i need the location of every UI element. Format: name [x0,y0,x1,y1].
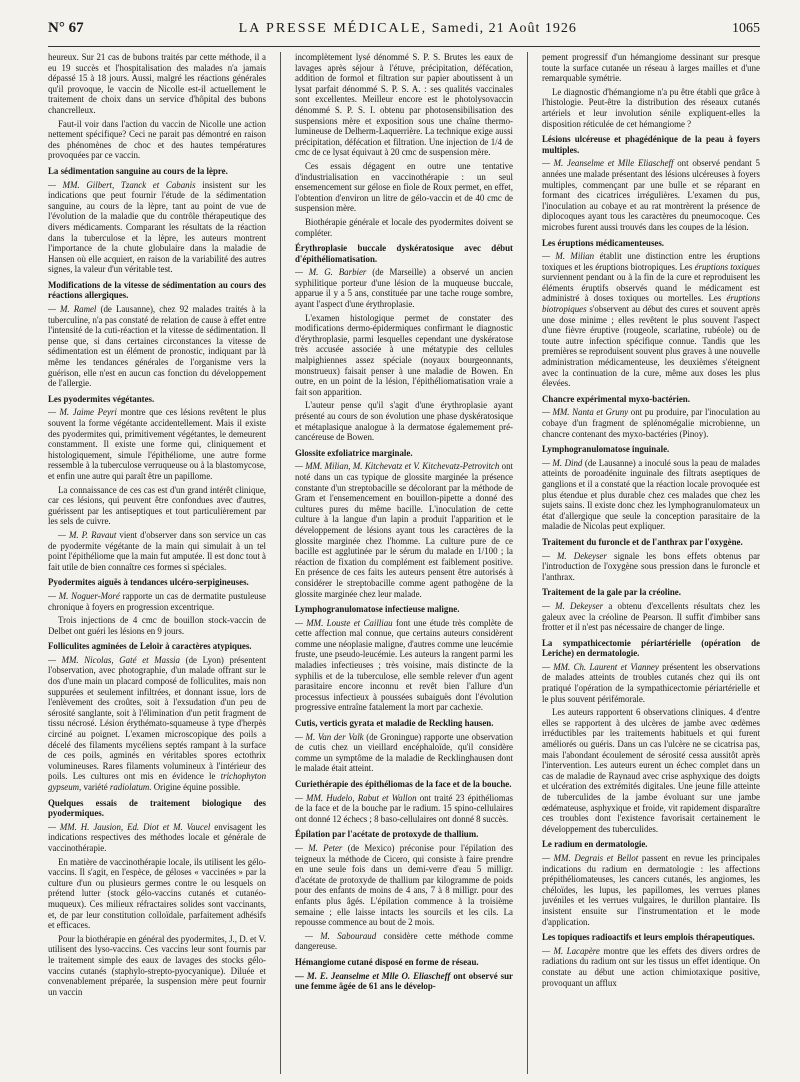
author-names: — M. Milian [542,251,595,262]
column-1 [48,52,266,1074]
section-heading: Glossite exfoliatrice marginale. [295,447,413,458]
section-body: — M. Dind (de Lausanne) a inoculé sous la peau de malades atteints de poroadénite inguinale des filtrats aseptiques de ganglions et il a constaté que la réaction locale provoquée est plus étendue et plus durable chez ces malades que chez les sujets sains. Il existe donc chez les lymphogranulomateux un état d'allergique que seule la conception parasitaire de la maladie de Nicolas peut expliquer. [542,457,760,532]
paragraph: Pour la biothérapie en général des pyodermites, J., D. et V. utilisent des lyso-vaccins. Ces vaccins leur sont fournis par le traitement simple des eaux de lavages des stocks gélo-vaccins cutanés (staphylo-strepto-pyocyanique). Diluée et convenablement préparée, la suspension mère peut fournir un vaccin [48,933,266,997]
section-heading: Lymphogranulomatose inguinale. [542,444,670,455]
issue-date: Samedi, 21 Août 1926 [431,21,577,36]
paragraph: La connaissance de ces cas est d'un grand intérêt clinique, car ces lésions, qui peuvent être confondues avec d'autres, guérissent par les antiseptiques et tout particulièrement par les sels de cuivre. [48,484,266,527]
paragraph: — M. P. Ravaut vient d'observer dans son service un cas de pyodermite végétante de la main qui simulait à un tel point l'épithéliome que la main fut amputée. Il est donc tout à fait utile de bien connaître ces formes si spéciales. [48,529,266,572]
section-body: — M. Dekeyser signale les bons effets obtenus par l'introduction de l'oxygène sous pression dans le furoncle et l'anthrax. [542,550,760,582]
section-heading: Curiethérapie des épithéliomas de la face et de la bouche. [295,779,512,789]
author-names: — M. Van der Valk [295,731,364,742]
section-body: — MM. Louste et Cailliau font une étude très complète de cette affection mal connue, que certains auteurs considèrent comme une néoplasie maligne, d'autres comme une leucémie fruste, une pseudo-leucémie. Les auteurs la rangent parmi les maladies infectieuses ; très voisine, mais distincte de la syphilis et de la tuberculose, elle semble relever d'un agent parasitaire encore inconnu et revêt bien l'allure d'un processus infectieux à poussées subaiguës dont l'évolution progressive entraîne fatalement la mort par cachexie. [295,617,513,713]
section-body: — MM. Degrais et Bellot passent en revue les principales indications du radium en dermatologie : les affections prépithéliomateuses, les cancers cutanés, les angiomes, les chéloïdes, les lupus, les papillomes, les verrues planes juvéniles et les verrues vulgaires, le durillon plantaire. Ils insistent ensuite sur l'instrumentation et le mode d'application. [542,852,760,927]
section-heading: La sympathicectomie périartérielle (opération de Leriche) en dermatologie. [542,637,760,659]
section-heading: Folliculites agminées de Leloir à caractères atypiques. [48,641,252,652]
author-names: — MM. Degrais et Bellot [542,852,639,863]
column-divider [280,52,281,1074]
section-body: — M. Dekeyser a obtenu d'excellents résultats chez les galeux avec la créoline de Pearson. Il suffit d'imbiber sans frotter et il n'est pas nécessaire de changer de linge. [542,600,760,633]
author-names: — M. Lacapère [542,945,600,956]
section-heading: La sédimentation sanguine au cours de la lèpre. [48,165,228,176]
header-rule [48,46,760,47]
journal-name: LA PRESSE MÉDICALE, [238,21,428,36]
section-heading: Modifications de la vitesse de sédimentation au cours des réactions allergiques. [48,279,266,301]
section-heading: Lésions ulcéreuse et phagédénique de la peau à foyers multiples. [542,134,760,155]
journal-title [239,21,577,37]
section-body: — MM. Nicolas, Gaté et Massia (de Lyon) présentent l'observation, avec photographie, d'un malade offrant sur le dos d'une main un placard composé de folliculites, mais non suppurées et seulement infiltrées, et donnant issue, lors de l'enlèvement des croûtes, soit à l'exsudation d'un peu de sérosité sanglante, soit à l'élimination d'un petit fragment de tissu nécrosé. Lésion érythémato-squameuse à type d'herpès circiné au poignet. L'examen microscopique des poils a décelé des filaments mycéliens septés rampant à la surface de ces poils, agminés en véritables spores ectothrix volumineuses. Rares filaments volumineux à l'intérieur des poils. Les cultures ont mis en évidence le trichophyton gypseum, variété radiolatum. Origine équine possible. [48,654,266,792]
author-names: — MM. Gilbert, Tzanck et Cabanis [48,179,196,190]
paragraph: L'auteur pense qu'il s'agit d'une érythroplasie ayant présenté au cours de son évolution une phase dyskératosique et métaplasique analogue à la dermatose égalemement pré-cancéreuse de Bowen. [295,400,513,443]
author-names: — M. Peter [295,842,343,853]
author-names: — M. E. Jeanselme et Mlle O. Eliascheff [295,970,451,981]
paragraph: Faut-il voir dans l'action du vaccin de Nicolle une action nettement spécifique? Ceci ne parait pas démontré en raison des phénomènes de choc et des hautes températures provoquées par ce vaccin. [48,118,266,161]
section-body: — M. Milian établit une distinction entre les éruptions toxiques et les éruptions biotropiques. Les éruptions toxiques surviennent pendant ou à la fin de la cure et reproduisent les éléments éruptifs observés quand le médicament est administré à doses toxiques ou mortelles. Les éruptions biotropiques s'observent au début des cures et souvent après une dose minime ; elles revêtent le plus souvent l'aspect d'une fièvre éruptive (rougeole, scarlatine, rubéole) ou de toute autre infection spécifique connue. Tandis que les premières se reproduisent souvent plus graves à une nouvelle administration médicamenteuse, les deuxièmes s'éteignent avec la continuation de la cure, même aux doses les plus élevées. [542,251,760,389]
section-body: — MM. Nanta et Gruny ont pu produire, par l'inoculation au cobaye d'un fragment de splénomégalie microbienne, un chancre contenant des myxo-bactéries (Pinoy). [542,407,760,439]
paragraph: — M. Sabouraud considère cette méthode comme dangereuse. [295,930,513,952]
author-names: — MM. Nanta et Gruny [542,407,629,418]
section-heading: Le radium en dermatologie. [542,839,648,850]
section-body: — M. Lacapère montre que les effets des divers ordres de radiations du radium ont sur les tissus un effet identique. On constate au début une action chimiotaxique positive, provoquant un afflux [542,945,760,988]
section-body: — M. Jaime Peyri montre que ces lésions revêtent le plus souvent la forme végétante accidentellement. Mais il existe des pyodermites qui, primitivement végétantes, le demeurent constamment. Il existe une forme qui, cliniquement et histologiquement, simule l'épithéliome, une autre forme ressemble à la tuberculose verruqueuse ou à la blastomycose, et enfin une autre qui paraît être un papillome. [48,407,266,481]
column-2 [295,52,513,1074]
section-heading: Pyodermites aiguës à tendances ulcéro-serpigineuses. [48,577,249,588]
author-names: — MM. Ch. Laurent et Vianney [542,661,659,672]
author-names: — M. G. Barbier [295,267,367,278]
issue-number: N° 67 [48,20,84,36]
paragraph: Trois injections de 4 cmc de bouillon stock-vaccin de Delbet ont guéri les lésions en 9 jours. [48,615,266,636]
section-heading: Lymphogranulomatose infectieuse maligne. [295,604,460,615]
paragraph: Les auteurs rapportent 6 observations cliniques. 4 d'entre elles se rapportent à des ulcères de jambe avec œdèmes irréductibles par les traitements habituels et qui furent améliorés ou guéris. Dans un cas l'ulcère ne se cicatrisa pas, mais l'abondant écoulement de sérosité cessa aussitôt après l'intervention. Les auteurs eurent un échec complet dans un cas de maladie de Raynaud avec crise asphyxique des doigts et ulcération des extrémités digitales. Une jeune fille atteinte de tuberculides de la jambe évoluant sur une jambe œdémateuse, asphyxique et froide, vit rapidement disparaître ces troubles dont l'existence favorisait certainement le développement des tuberculides. [542,707,760,834]
section-body: — M. Noguer-Moré rapporte un cas de dermatite pustuleuse chronique à foyers en progression excentrique. [48,590,266,612]
paragraph: En matière de vaccinothérapie locale, ils utilisent les gélo-vaccins. Il s'agit, en l'espèce, de géloses « vaccinées » par la culture d'un ou plusieurs germes contre le ou lesquels on prétend lutter (stock gélo-vaccins cutanés et cutanéo-muqueux). Ces milieux réfractaires solides sont vaccinants, et, de par leur constitution colloïdale, parfaitement adhésifs et efficaces. [48,856,266,931]
section-heading: Traitement du furoncle et de l'anthrax par l'oxygène. [542,536,743,547]
page-number: 1065 [732,21,760,36]
paragraph: heureux. Sur 21 cas de bubons traités par cette méthode, il a eu 19 succès et l'hospitalisation des malades n'a jamais dépassé 15 à 18 jours. Aussi, malgré les réactions générales qu'il provoque, le vaccin de Nicolle est-il actuellement le traitement de choix dans un service d'hôpital des bubons chancrelleux. [48,52,266,115]
section-heading: Hémangiome cutané disposé en forme de réseau. [295,956,479,967]
section-heading: Érythroplasie buccale dyskératosique avec début d'épithéliomatisation. [295,243,513,264]
section-body: — MM. Milian, M. Kitchevatz et V. Kitchevatz-Petrovitch ont noté dans un cas typique de glossite marginée la présence constante d'un streptobacille se décolorant par la méthode de Gram et l'ensemencement en bouillon-pipette a donné des cultures pures du même bacille. L'inoculation de cette culture à la langue d'un lapin a produit l'apparition et le développement de lésions ayant tous les caractères de la glossite marginée chez l'homme. La culture pure de ce bacille est agglutinée par le sérum du malade en 1/100 ; la réaction de fixation du complément est faiblement positive. En présence de ces faits les auteurs pensent être autorisés à considérer le streptobacille comme agent pathogène de la glossite marginée chez leur malade. [295,461,513,599]
author-names: — MM. Hudelo, Rabut et Wallon [295,792,417,803]
author-names: — M. Jeanselme et Mlle Eliascheff [542,158,674,169]
section-heading: Cutis, verticis gyrata et maladie de Reckling hausen. [295,718,494,729]
section-body: — MM. Gilbert, Tzanck et Cabanis insistent sur les indications que peut fournir l'étude de la sédimentation sanguine, au cours de la lèpre, tant au point de vue de l'évolution de la maladie que du contrôle thérapeutique des divers médicaments. Comparant les résultats de la réaction dans la tuberculose et la lèpre, les auteurs montrent l'importance de la chute globulaire dans la maladie de Hansen où elle acquiert, en raison de la variabilité des autres signes, la valeur d'un véritable test. [48,179,266,275]
paragraph: L'examen histologique permet de constater des modifications dermo-épidermiques confirmant le diagnostic d'érythroplasie, parmi lesquelles cependant une dyskératose très accusée associée à une métatypie des cellules malpighiennes assez spéciale (noyaux bourgeonnants, monstrueux) faisait penser à une maladie de Bowen. En outre, en un point de la lésion, l'épithéliomatisation vraie a fait son apparition. [295,312,513,397]
section-body: — M. Ramel (de Lausanne), chez 92 malades traités à la tuberculine, n'a pas constaté de relation de cause à effet entre l'intensité de la cuti-réaction et la vitesse de sédimentation. Il pense que, si dans certaines circonstances la vitesse de sédimentation est un élément de pronostic, indiquant par là même les tendances générales de l'organisme vers la guérison, elle n'est en aucun cas fonction du développement de l'allergie. [48,304,266,389]
author-names: — MM. Milian, M. Kitchevatz et V. Kitchevatz-Petrovitch [295,461,500,472]
paragraph: Ces essais dégagent en outre une tentative d'industrialisation en vaccinothérapie : un seul ensemencement sur gélose en fiole de Roux permet, en effet, l'obtention d'environ un litre de gélo-vaccin et de 40 cmc de suspension mère. [295,160,513,214]
section-heading: Épilation par l'acétate de protoxyde de thallium. [295,829,479,840]
section-heading: Les topiques radioactifs et leurs emplois thérapeutiques. [542,932,755,943]
author-names: — M. Dekeyser [542,600,604,611]
section-body: — MM. H. Jausion, Ed. Diot et M. Vaucel envisagent les indications respectives des méthodes locale et générale de vaccinothérapie. [48,821,266,853]
author-names: — M. Dind [542,457,583,468]
author-names: — M. Sabouraud [305,930,377,941]
text-columns [48,52,760,1074]
page-header [48,20,760,44]
section-heading: Quelques essais de traitement biologique des pyodermiques. [48,797,266,819]
author-names: — M. Ramel [48,304,97,315]
section-body: — MM. Hudelo, Rabut et Wallon ont traité 23 épithéliomas de la face et de la bouche par le radium. 15 spino-cellulaires ont donné 12 échecs ; 8 baso-cellulaires ont donné 8 succès. [295,792,513,824]
section-heading: Traitement de la gale par la créoline. [542,587,681,598]
author-names: — M. Noguer-Moré [48,590,120,601]
paragraph: incomplètement lysé dénommé S. P. S. Brutes les eaux de lavages après séjour à l'étuve, précipitation, défécation, addition de formol et filtration sur papier aboutissent à un lysat parfait dénommé S. P. S. A. : ses qualités vaccinales sont excellentes. Meilleur encore est le photolysovaccin dénommé S. P. S. I. obtenu par photosensibilisation des suspensions mère et exposition sous une chaîne thermo-lumineuse de Delherm-Laquerrière. La technique exige aussi précipitation, défécation et filtration. Une injection de 1/4 de cmc de ce lysat équivaut à 20 cmc de suspension mère. [295,52,513,158]
section-body: — M. Jeanselme et Mlle Eliascheff ont observé pendant 5 années une malade présentant des lésions ulcéreuses à foyers multiples, commençant par une bulle et se réparant en formant des cicatrices irrégulières. L'examen du pus, l'inoculation au cobaye et au rat montrèrent la présence de diplocoques ayant tous les caractères du pneumocoque. Ces microbes furent aussi trouvés dans les coupes de la lésion. [542,158,760,232]
paragraph: Biothérapie générale et locale des pyodermites doivent se compléter. [295,216,513,238]
section-body: — M. G. Barbier (de Marseille) a observé un ancien syphilitique porteur d'une lésion de la muqueuse buccale, apparue il y a 5 ans, constituée par une tache rouge sombre, ayant l'aspect d'une érythroplasie. [295,267,513,310]
author-names: — M. Dekeyser [542,550,607,561]
section-heading: Les éruptions médicamenteuses. [542,237,665,248]
section-body: — M. E. Jeanselme et Mlle O. Eliascheff ont observé sur une femme âgée de 61 ans le dévelop- [295,970,513,992]
column-3 [542,52,760,1074]
column-divider [527,52,528,1074]
author-names: — MM. Nicolas, Gaté et Massia [48,654,180,665]
section-body: — M. Peter (de Mexico) préconise pour l'épilation des teigneux la méthode de Cicero, qui consiste à faire prendre en une seule fois dans un demi-verre d'eau 5 milligr. d'acétate de protoxyde de thallium par kilogramme de poids pour des enfants de moins de 4 ans, 7 à 8 milligr. pour des enfants plus âgés. L'épilation commence à la troisième semaine ; elle laisse intacts les sourcils et les cils. La repousse commence au bout de 2 mois. [295,842,513,928]
author-names: — MM. Louste et Cailliau [295,617,393,628]
section-body: — M. Van der Valk (de Groningue) rapporte une observation de cutis chez un vieillard encéphaloïde, qu'il considère comme un symptôme de la maladie de Recklinghausen dont le malade était atteint. [295,731,513,774]
section-heading: Chancre expérimental myxo-bactérien. [542,393,690,404]
author-names: — M. Jaime Peyri [48,407,117,418]
author-names: — MM. H. Jausion, Ed. Diot et M. Vaucel [48,821,211,832]
author-names: — M. P. Ravaut [58,529,117,540]
paragraph: Le diagnostic d'hémangiome n'a pu être établi que grâce à l'histologie. Peut-être la distribution des réseaux cutanés artériels et leur involution sénile expliquent-elles la disposition réticulée de cet hémangiome ? [542,86,760,129]
section-heading: Les pyodermites végétantes. [48,393,155,404]
section-body: — MM. Ch. Laurent et Vianney présentent les observations de malades atteints de troubles cutanés chez qui ils ont pratiqué l'opération de la sympathicectomie périartérielle et le plus souvent périfémorale. [542,661,760,704]
paragraph: pement progressif d'un hémangiome dessinant sur presque toute la surface cutanée un réseau à larges mailles et d'une remarquable symétrie. [542,52,760,84]
